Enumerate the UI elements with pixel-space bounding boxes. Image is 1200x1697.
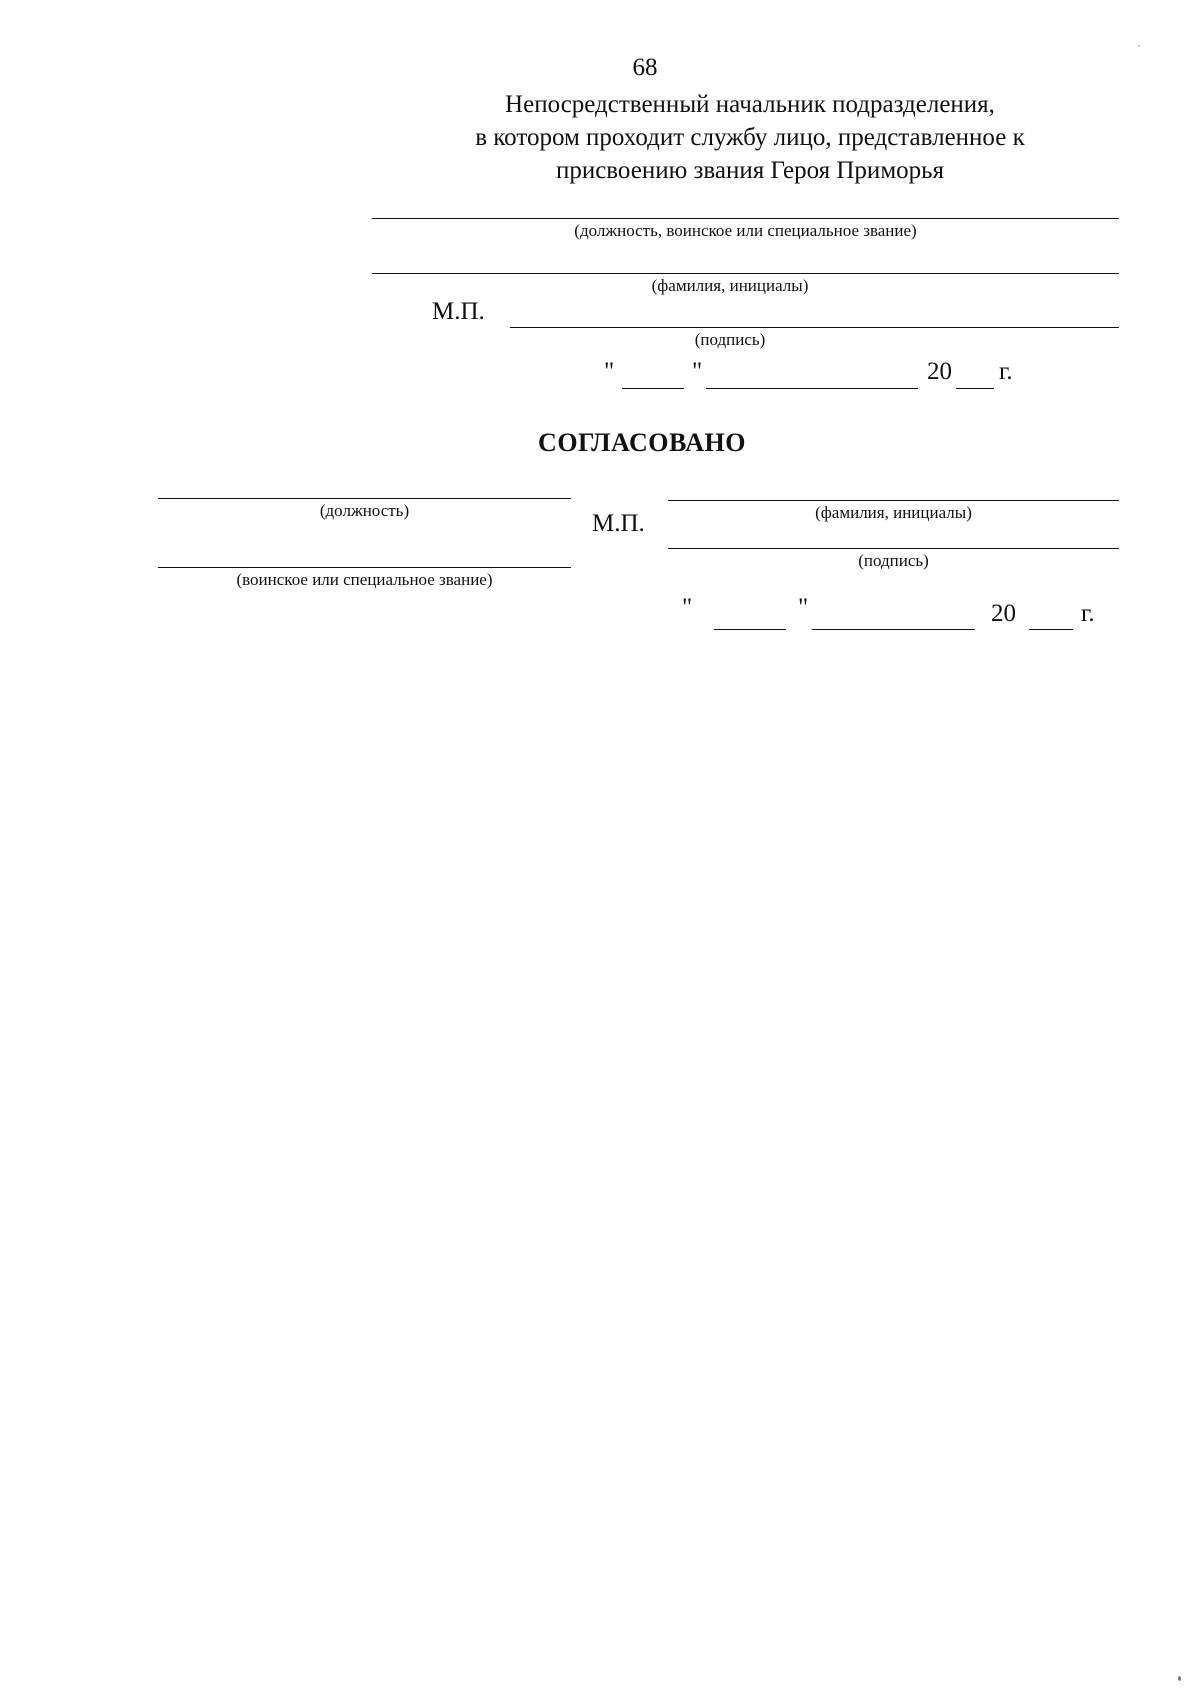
agreed-date-open-quote: "	[682, 594, 693, 621]
heading-line-2: в котором проходит службу лицо, представленное к	[475, 124, 1025, 151]
heading-line-3: присвоению звания Героя Приморья	[555, 157, 945, 184]
agreed-rank-caption: (воинское или специальное звание)	[236, 570, 493, 589]
chief-date-open-quote: "	[604, 358, 615, 385]
chief-seal-label: М.П.	[432, 298, 485, 325]
agreed-seal-label: М.П.	[592, 510, 645, 537]
heading-line-1: Непосредственный начальник подразделения,	[505, 91, 995, 118]
chief-date-close-quote: "	[692, 358, 703, 385]
agreed-date-year-line[interactable]	[1029, 629, 1073, 630]
agreed-date-day-line[interactable]	[714, 629, 786, 630]
chief-name-line[interactable]	[372, 273, 1119, 274]
agreed-date-month-line[interactable]	[812, 629, 975, 630]
agreed-name-line[interactable]	[668, 500, 1119, 501]
chief-date-year-line[interactable]	[956, 388, 994, 389]
agreed-title: СОГЛАСОВАНО	[538, 428, 746, 457]
signatory-heading	[370, 88, 1130, 187]
chief-date-day-line[interactable]	[622, 388, 684, 389]
page-number: 68	[632, 54, 658, 81]
chief-position-caption: (должность, воинское или специальное звание)	[574, 221, 917, 240]
chief-position-line[interactable]	[372, 218, 1119, 219]
chief-date-year-suffix: г.	[999, 358, 1013, 385]
agreed-date-year-suffix: г.	[1081, 600, 1095, 627]
chief-signature-line[interactable]	[510, 327, 1119, 328]
chief-signature-caption: (подпись)	[694, 330, 766, 349]
agreed-position-caption: (должность)	[319, 501, 410, 520]
chief-name-caption: (фамилия, инициалы)	[651, 276, 809, 295]
agreed-signature-line[interactable]	[668, 548, 1119, 549]
scan-speck	[1178, 1676, 1181, 1681]
agreed-position-line[interactable]	[158, 498, 571, 499]
chief-date-month-line[interactable]	[706, 388, 918, 389]
agreed-rank-line[interactable]	[158, 567, 571, 568]
agreed-name-caption: (фамилия, инициалы)	[815, 503, 972, 522]
agreed-signature-caption: (подпись)	[858, 551, 929, 570]
agreed-date-year-prefix: 20	[991, 600, 1016, 627]
chief-date-year-prefix: 20	[927, 358, 952, 385]
scan-speck	[1138, 45, 1140, 47]
agreed-date-close-quote: "	[798, 594, 809, 621]
